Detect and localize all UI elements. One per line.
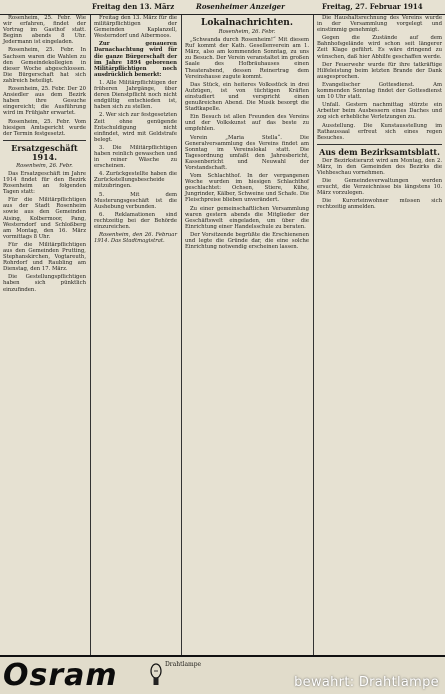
article-paragraph: Das Stück, ein heiteres Volksstück in drei Aufzügen, ist von tüchtigen Kräften einstudiert und verspricht einen genußreichen Abend. Die Musik besorgt die Stadtkapelle. — [185, 81, 309, 113]
column-1 — [0, 15, 89, 656]
page-header — [0, 0, 445, 15]
section-subheading: Rosenheim, 26. Febr. — [16, 162, 73, 169]
section-heading: Lokalnachrichten. — [201, 18, 293, 28]
article-paragraph: 3. Die Militärpflichtigen haben reinlich gewaschen und in reiner Wäsche zu erscheinen. — [94, 144, 177, 170]
column-4 — [313, 15, 445, 656]
article-paragraph: 4. Zurückgestellte haben die Zurückstellungsbescheide mitzubringen. — [94, 171, 177, 190]
article-paragraph: Verein „Maria Stella“. Die Generalversammlung des Vereins findet am Sonntag im Vereinslokal statt. Die Tagesordnung umfaßt den Jahresbericht, Kassenbericht und Neuwahl der Vorstandschaft. — [185, 134, 309, 171]
article-paragraph: Unfall. Gestern nachmittag stürzte ein Arbeiter beim Ausbessern eines Daches und zog sich erhebliche Verletzungen zu. — [317, 102, 442, 121]
article-paragraph: 6. Reklamationen sind rechtzeitig bei der Behörde einzureichen. — [94, 211, 177, 230]
advert-brand-logo: Osram — [3, 658, 118, 693]
article-paragraph: Gegen die Zustände auf dem Bahnhofsgelände wird schon seit längerer Zeit Klage geführt. Es wäre dringend zu wünschen, daß hier Abhilfe geschaffen werde. — [317, 35, 442, 60]
article-paragraph: Ausstellung. Die Kunstausstellung im Rathaussaal erfreut sich eines regen Besuches. — [317, 122, 442, 141]
article-paragraph: „Schwanda durch Rosenheim!“ Mit diesem Ruf kommt der Kath. Gesellenverein am 1. März, also am kommenden Sonntag, zu uns zu Besuch. Der Verein veranstaltet im großen Saale des Hofbräuhauses einen Theaterabend, dessen Reinertrag dem Vereinshause zugute kommt. — [185, 37, 309, 80]
article-paragraph: Der Bezirkstierarzt wird am Montag, den 2. März, in den Gemeinden des Bezirks die Viehbeschau vornehmen. — [317, 157, 442, 176]
header-right-date: Freitag, 27. Februar 1914 — [322, 2, 423, 11]
article-paragraph: Der Vorsitzende begrüßte die Erschienenen und legte die Gründe dar, die eine solche Einrichtung notwendig erscheinen lassen. — [185, 231, 309, 251]
article-paragraph: Ein Besuch ist allen Freunden des Vereins und der Volkskunst auf das beste zu empfehlen. — [185, 114, 309, 133]
article-paragraph: Für die Militärpflichtigen aus den Gemeinden Prutting, Stephanskirchen, Vogtareuth, Rohrdorf und Raubling am Dienstag, den 17. März. — [3, 241, 86, 273]
article-paragraph: Der Feuerwehr wurde für ihre tatkräftige Hilfeleistung beim letzten Brande der Dank ausgesprochen. — [317, 61, 442, 80]
article-paragraph: Freitag den 13. März für die militärpflichtigen der Gemeinden Kaplanzell, Westerndorf und Aibermoos. — [94, 15, 177, 40]
divider — [3, 140, 86, 141]
section-heading: Aus dem Bezirksamtsblatt. — [319, 146, 440, 157]
article-paragraph: Rosenheim, 25. Febr. In Sachsen waren die Wahlen zu den Gemeindekollegien in dieser Woche abgeschlossen. Die Bürgerschaft hat sich zahlreich beteiligt. — [3, 47, 86, 84]
article-paragraph: Vom Schlachthof. In der vergangenen Woche wurden im hiesigen Schlachthof geschlachtet: Ochsen, Stiere, Kühe, Jungrinder, Kälber, Schweine und Schafe. Die Fleischpreise blieben unverändert. — [185, 173, 309, 204]
advertisement-banner — [0, 655, 445, 694]
article-paragraph: Rosenheim, 25. Febr. Vom hiesigen Amtsgericht wurde der Termin festgesetzt. — [3, 118, 86, 137]
watermark-text: bewahrt: Drahtlampe — [294, 675, 439, 690]
article-paragraph: Die Gemeindeverwaltungen werden ersucht, die Verzeichnisse bis längstens 10. März vorzulegen. — [317, 178, 442, 197]
article-paragraph: Die Kurorteinwohner müssen sich rechtzeitig anmelden. — [317, 198, 442, 211]
article-paragraph: Zu einer gemeinschaftlichen Versammlung waren gestern abends die Mitglieder der Geschäftswelt eingeladen, um über die Einrichtung einer Handelsschule zu beraten. — [185, 205, 309, 230]
masthead: Rosenheimer Anzeiger — [196, 2, 285, 11]
article-paragraph: Das Ersatzgeschäft im Jahre 1914 findet für den Bezirk Rosenheim an folgenden Tagen statt: — [3, 170, 86, 196]
article-paragraph: Die Haushaltsrechnung des Vereins wurde in der Versammlung vorgelegt und einstimmig genehmigt. — [317, 15, 442, 34]
article-paragraph: 1. Alle Militärpflichtigen der früheren Jahrgänge, über deren Dienstpflicht noch nicht endgültig entschieden ist, haben sich zu stellen. — [94, 79, 177, 111]
divider — [317, 144, 442, 145]
article-paragraph: Zur genaueren Darnachachtung wird für die ganze Bürgerschaft der im Jahre 1894 geborenen Militärpflichtigen noch ausdrücklich bemerkt: — [94, 41, 177, 78]
lightbulb-icon — [150, 663, 162, 689]
article-paragraph: 5. Mit dem Musterungsgeschäft ist die Aushebung verbunden. — [94, 191, 177, 210]
header-left-date: Freitag den 13. März — [92, 2, 175, 11]
article-paragraph: Evangelischer Gottesdienst. Am kommenden Sonntag findet der Gottesdienst um 10 Uhr statt. — [317, 81, 442, 101]
section-heading: Ersatzgeschäft 1914. — [11, 142, 78, 162]
article-paragraph: Für die Militärpflichtigen aus der Stadt Rosenheim sowie aus den Gemeinden Aising, Kolbermoor, Pang, Westerndorf und Schloßberg am Montag, den 16. März vormittags 8 Uhr. — [3, 197, 86, 240]
article-paragraph: Rosenheim, den 26. Februar 1914. Das Stadtmagistrat. — [94, 232, 177, 245]
article-paragraph: Rosenheim, 25. Febr. Wie wir erfahren, findet der Vortrag im Gasthof statt. Beginn abends 8 Uhr. Jedermann ist eingeladen. — [3, 15, 86, 46]
article-paragraph: 2. Wer sich zur festgesetzten Zeit ohne genügende Entschuldigung nicht einfindet, wird mit Geldstrafe belegt. — [94, 112, 177, 143]
column-3 — [181, 15, 312, 656]
section-subheading: Rosenheim, 26. Febr. — [218, 29, 276, 35]
article-paragraph: Die Gestellungspflichtigen haben sich pünktlich einzufinden. — [3, 274, 86, 293]
column-2 — [90, 15, 180, 656]
advert-tagline: Drahtlampe — [165, 661, 202, 668]
article-paragraph: Rosenheim, 25. Febr. Der 20 Ansiedler aus dem Bezirk haben ihre Gesuche eingereicht; die Ausführung wird im Frühjahr erwartet. — [3, 86, 86, 117]
